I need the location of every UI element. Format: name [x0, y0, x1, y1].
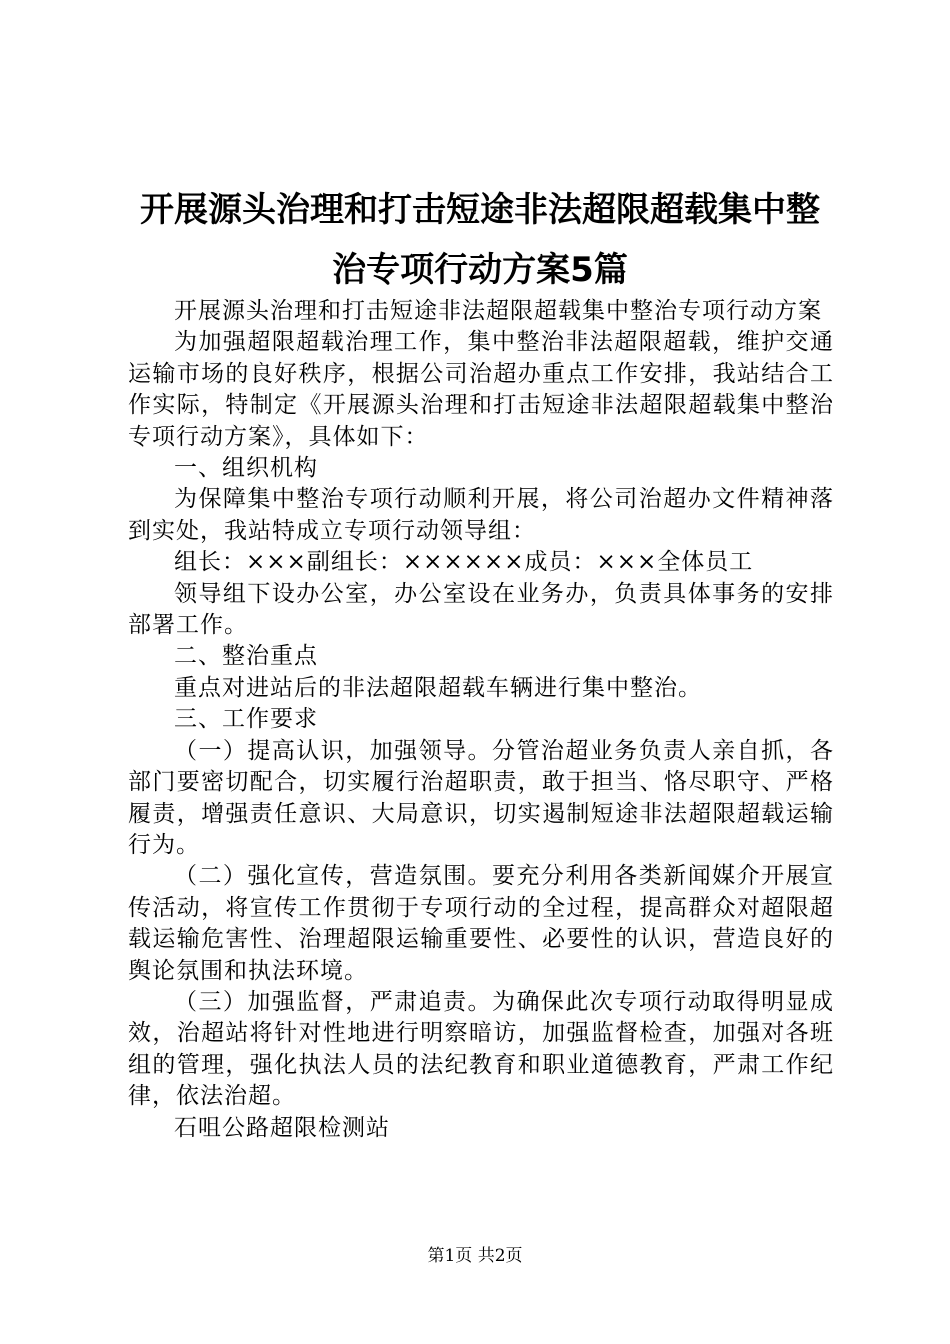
paragraph-signature: 石咀公路超限检测站 [174, 1114, 390, 1141]
paragraph-focus: 重点对进站后的非法超限超载车辆进行集中整治。 [174, 674, 702, 701]
section-heading-organization: 一、组织机构 [174, 455, 318, 482]
paragraph-leaders: 组长：×××副组长：××××××成员：×××全体员工 [174, 549, 754, 576]
section-heading-requirements: 三、工作要求 [174, 706, 318, 733]
paragraph-subtitle: 开展源头治理和打击短途非法超限超载集中整治专项行动方案 [174, 298, 822, 324]
document-title-line-1: 开展源头治理和打击短途非法超限超载集中整 [140, 190, 820, 230]
paragraph-intro: 为加强超限超载治理工作，集中整治非法超限超载，维护交通运输市场的良好秩序，根据公司治超办重点工作安排，我站结合工作实际，特制定《开展源头治理和打击短途非法超限超载集中整治专项行动方案》，具体如下： [128, 329, 834, 450]
paragraph-organization: 为保障集中整治专项行动顺利开展，将公司治超办文件精神落到实处，我站特成立专项行动领导组： [128, 486, 834, 544]
section-heading-focus: 二、整治重点 [174, 643, 318, 670]
paragraph-office: 领导组下设办公室，办公室设在业务办，负责具体事务的安排部署工作。 [128, 580, 834, 639]
paragraph-requirement-1: （一）提高认识，加强领导。分管治超业务负责人亲自抓，各部门要密切配合，切实履行治超职责，敢于担当、恪尽职守、严格履责，增强责任意识、大局意识，切实遏制短途非法超限超载运输行为。 [128, 737, 834, 858]
paragraph-requirement-3: （三）加强监督，严肃追责。为确保此次专项行动取得明显成效，治超站将针对性地进行明察暗访，加强监督检查，加强对各班组的管理，强化执法人员的法纪教育和职业道德教育，严肃工作纪律，依法治超。 [128, 988, 834, 1110]
page-footer: 第1页 共2页 [427, 1246, 523, 1266]
document-body [128, 296, 834, 1144]
paragraph-requirement-2: （二）强化宣传，营造氛围。要充分利用各类新闻媒介开展宣传活动，将宣传工作贯彻于专项行动的全过程，提高群众对超限超载运输危害性、治理超限运输重要性、必要性的认识，营造良好的舆论氛围和执法环境。 [128, 863, 834, 984]
document-title-line-2: 治专项行动方案5篇 [332, 250, 628, 290]
